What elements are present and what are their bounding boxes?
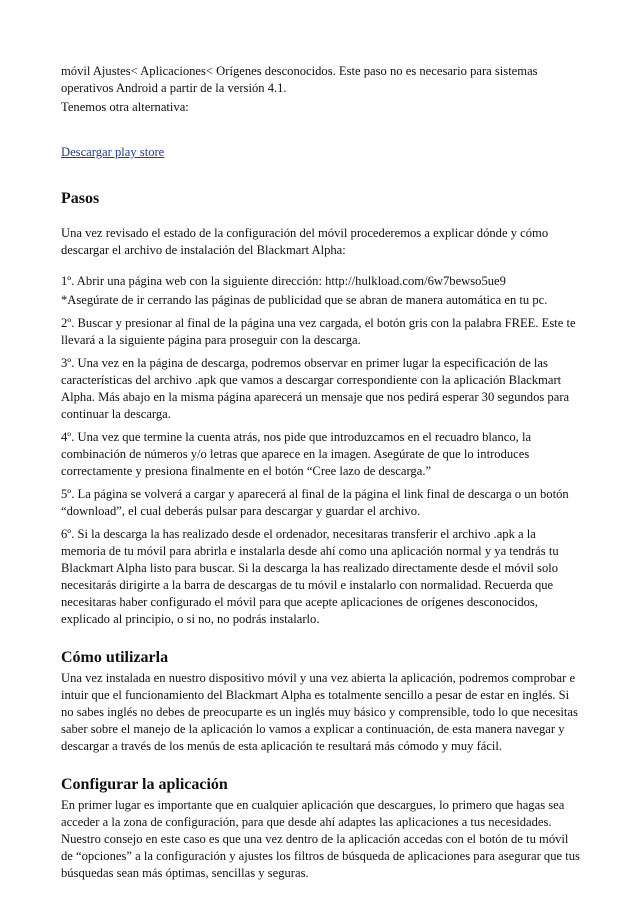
intro-section <box>61 63 581 116</box>
link-paragraph <box>61 144 581 161</box>
step-6: 6º. Si la descarga la has realizado desde el ordenador, necesitaras transferir el archivo .apk a la memoria de tu móvil para abrirla e instalarla desde ahí como una aplicación normal y ya tendrás tu Blackmart Alpha listo para buscar. Si la descarga la has realizado directamente desde el móvil solo necesitarás dirigirte a la barra de descargas de tu móvil e instalarlo con normalidad. Recuerda que necesitaras haber configurado el móvil para que acepte aplicaciones de orígenes desconocidos, explicado al principio, o si no, no podrás instalarlo. <box>61 527 559 626</box>
intro-alternative: Tenemos otra alternativa: <box>61 100 189 114</box>
step-1: 1º. Abrir una página web con la siguiente dirección: http://hulkload.com/6w7bewso5ue9 <box>61 274 506 288</box>
step-3: 3º. Una vez en la página de descarga, podremos observar en primer lugar la especificación de las características del archivo .apk que vamos a descargar correspondiente con la aplicación Blackmart Alpha. Más abajo en la misma página aparecerá un mensaje que nos pedirá esperar 30 segundos para continuar la descarga. <box>61 356 570 421</box>
heading-configurar-aplicacion: Configurar la aplicación <box>61 776 228 793</box>
como-utilizarla-paragraph: Una vez instalada en nuestro dispositivo móvil y una vez abierta la aplicación, podremos comprobar e intuir que el funcionamiento del Blackmart Alpha es totalmente sencillo a pesar de estar en inglés. Si no sabes inglés no debes de preocuparte es un inglés muy básico y comprensible, todo lo que necesitas saber sobre el manejo de la aplicación lo vamos a explicar a continuación, de esta manera navegar y descargar a través de los menús de esta aplicación te resultará más cómodo y muy fácil. <box>61 671 578 753</box>
pasos-intro: Una vez revisado el estado de la configuración del móvil procederemos a explicar dónde y cómo descargar el archivo de instalación del Blackmart Alpha: <box>61 226 549 257</box>
configurar-aplicacion-paragraph: En primer lugar es importante que en cualquier aplicación que descargues, lo primero que hagas sea acceder a la zona de configuración, para que desde ahí adaptes las aplicaciones a tus necesidades. Nuestro consejo en este caso es que una vez dentro de la aplicación accedas con el botón de tu móvil de “opciones” a la configuración y ajustes los filtros de búsqueda de aplicaciones para asegurar que tus búsquedas sean más óptimas, sencillas y seguras. <box>61 798 580 880</box>
step-1-note: *Asegúrate de ir cerrando las páginas de publicidad que se abran de manera automática en tu pc. <box>61 293 548 307</box>
heading-pasos: Pasos <box>61 190 100 207</box>
step-4: 4º. Una vez que termine la cuenta atrás, nos pide que introduzcamos en el recuadro blanco, la combinación de números y/o letras que aparece en la imagen. Asegúrate de que lo introduces correctamente y presiona finalmente en el botón “Cree lazo de descarga.” <box>61 430 532 478</box>
step-5: 5º. La página se volverá a cargar y aparecerá al final de la página el link final de descarga o un botón “download”, el cual deberás pulsar para descargar y guardar el archivo. <box>61 487 569 518</box>
intro-paragraph: móvil Ajustes< Aplicaciones< Orígenes desconocidos. Este paso no es necesario para sistemas operativos Android a partir de la versión 4.1. <box>61 64 538 95</box>
step-2: 2º. Buscar y presionar al final de la página una vez cargada, el botón gris con la palabra FREE. Este te llevará a la siguiente página para proseguir con la descarga. <box>61 316 576 347</box>
steps-list <box>61 273 581 628</box>
document-page <box>61 63 581 882</box>
heading-como-utilizarla: Cómo utilizarla <box>61 649 169 666</box>
descargar-play-store-link[interactable]: Descargar play store <box>61 145 165 159</box>
